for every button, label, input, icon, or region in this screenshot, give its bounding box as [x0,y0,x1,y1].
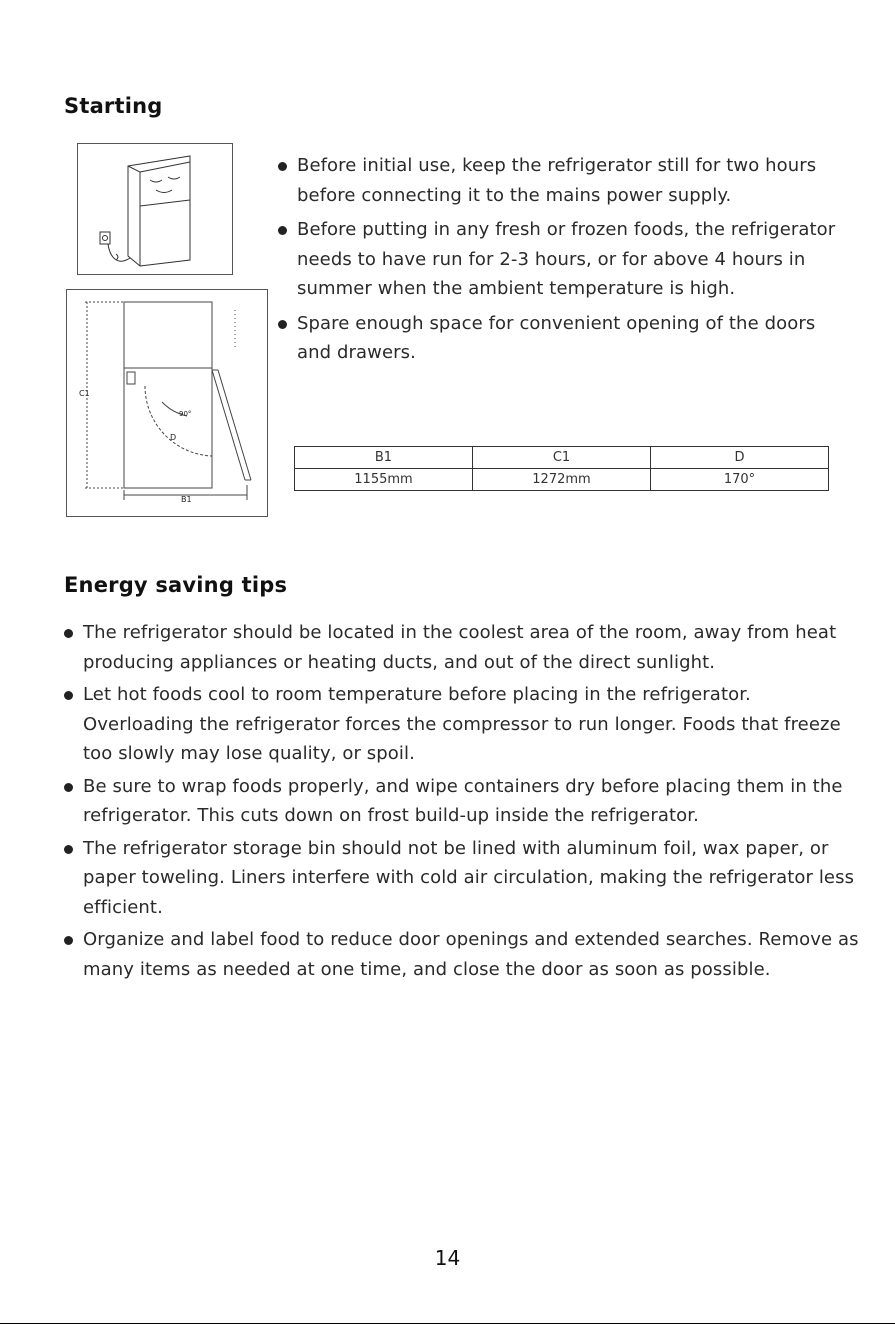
dimensions-header-cell: D [651,447,829,469]
energy-tip: Be sure to wrap foods properly, and wipe containers dry before placing them in the refrigerator. This cuts down on frost build-up inside the refrigerator. [63,772,863,831]
dimensions-table [294,446,829,491]
starting-bullet-list [277,151,847,373]
dimensions-value-cell: 1272mm [473,469,651,491]
fridge-dimension-drawing [67,290,267,516]
energy-tip: The refrigerator should be located in the coolest area of the room, away from heat producing appliances or heating ducts, and out of the direct sunlight. [63,618,863,677]
label-c1: C1 [79,389,90,398]
energy-tips-list [63,618,863,987]
energy-tip: The refrigerator storage bin should not be lined with aluminum foil, wax paper, or paper toweling. Liners interfere with cold air circulation, making the refrigerator less efficient. [63,834,863,923]
starting-bullet: Before putting in any fresh or frozen foods, the refrigerator needs to have run for 2-3 hours, or for above 4 hours in summer when the ambient temperature is high. [277,215,847,304]
energy-tip: Organize and label food to reduce door openings and extended searches. Remove as many items as needed at one time, and close the door as soon as possible. [63,925,863,984]
dimensions-header-cell: C1 [473,447,651,469]
section-heading-energy-saving: Energy saving tips [64,573,288,597]
dimensions-header-cell: B1 [295,447,473,469]
dimensions-header-row [295,447,829,469]
fridge-plug-drawing [78,144,232,274]
fridge-dimension-diagram [66,289,268,517]
starting-bullet: Spare enough space for convenient opening of the doors and drawers. [277,309,847,368]
label-b1: B1 [181,495,192,504]
dimensions-value-cell: 170° [651,469,829,491]
energy-tip: Let hot foods cool to room temperature before placing in the refrigerator. Overloading the refrigerator forces the compressor to run longer. Foods that freeze too slowly may lose quality, or spoil. [63,680,863,769]
dimensions-value-cell: 1155mm [295,469,473,491]
page-number: 14 [434,1246,461,1270]
label-angle: 90° [179,410,192,418]
fridge-plug-illustration [77,143,233,275]
label-d: D [170,433,177,442]
starting-bullet: Before initial use, keep the refrigerator still for two hours before connecting it to the mains power supply. [277,151,847,210]
dimensions-value-row [295,469,829,491]
section-heading-starting: Starting [64,94,163,118]
